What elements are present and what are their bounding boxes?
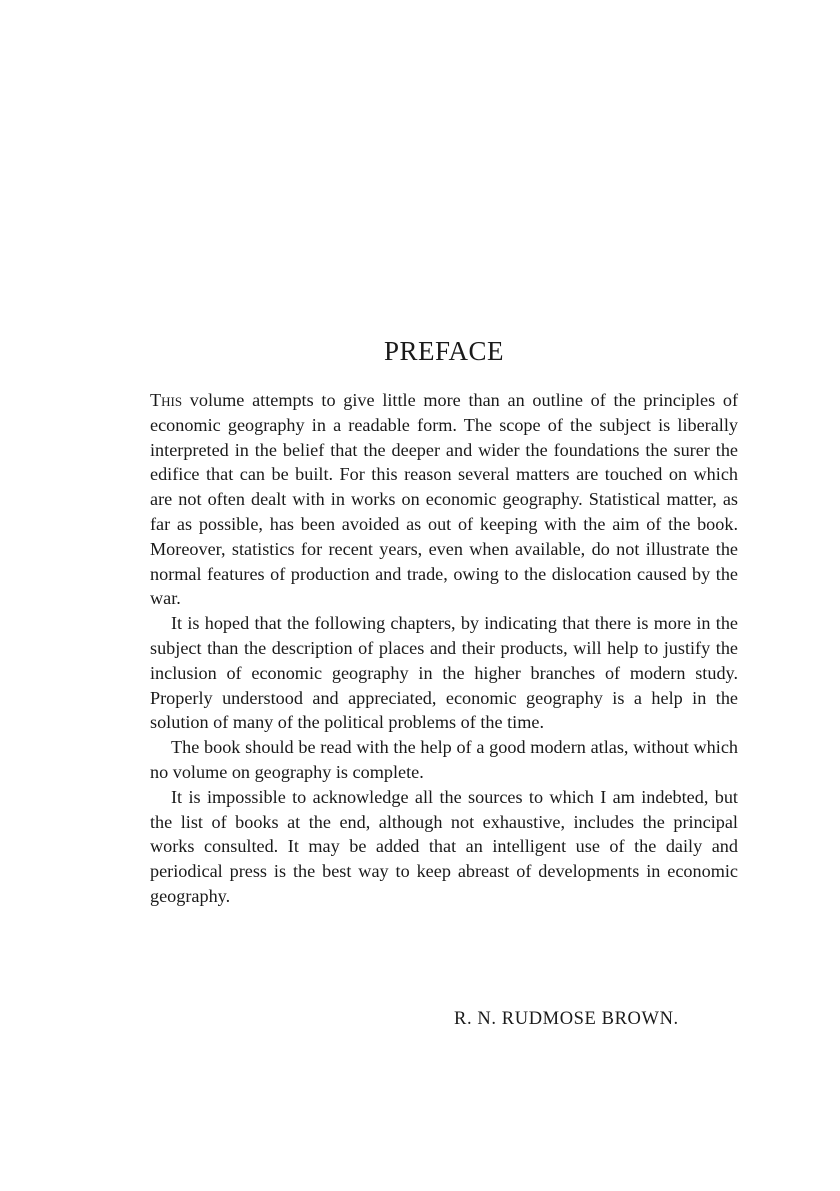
paragraph-4: It is impossible to acknowledge all the sources to which I am indebted, but the list of books at the end, although not exhaustive, includes the principal works consulted. It may be added that an intelligent use of the daily and periodical press is the best way to keep abreast of developments in economic geography. — [150, 786, 738, 906]
page-title: PREFACE — [383, 336, 505, 366]
preface-body — [150, 388, 738, 909]
paragraph-1-text: volume attempts to give little more than an outline of the principles of economic geography in a readable form. The scope of the subject is liberally interpreted in the belief that the deeper and wider the foundations the surer the edifice that can be built. For this reason several matters are touched on which are not often dealt with in works on economic geography. Statistical matter, as far as possible, has been avoided as out of keeping with the aim of the book. Moreover, statistics for recent years, even when available, do not illustrate the normal features of production and trade, owing to the dislocation caused by the war. — [150, 390, 739, 609]
first-word: This — [150, 390, 183, 410]
author-signature: R. N. RUDMOSE BROWN. — [454, 1009, 679, 1029]
paragraph-2: It is hoped that the following chapters, by indicating that there is more in the subject than the description of places and their products, will help to justify the inclusion of economic geography in the higher branches of modern study. Properly understood and appreciated, economic geography is a help in the solution of many of the political problems of the time. — [150, 613, 738, 733]
paragraph-1 — [150, 388, 738, 611]
paragraph-3: The book should be read with the help of a good modern atlas, without which no volume on geography is complete. — [150, 737, 738, 782]
